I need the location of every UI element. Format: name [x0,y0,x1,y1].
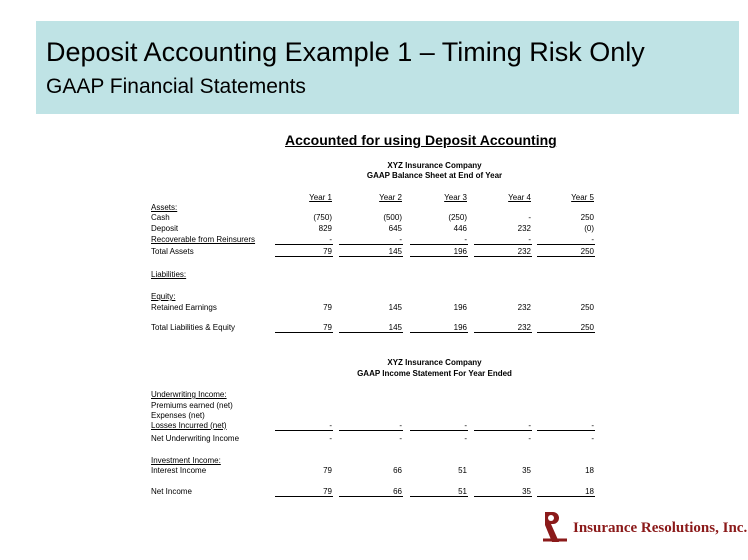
cell-value: 51 [458,466,467,475]
cell-value: 79 [323,303,332,312]
balance-sheet-company: XYZ Insurance Company [387,161,482,170]
title-banner [36,21,739,114]
cell-value: - [275,421,333,431]
cell-value: 66 [339,487,403,497]
year-header: Year 5 [571,193,594,202]
cell-value: 79 [275,487,333,497]
cell-value: - [329,434,332,443]
cell-value: 79 [323,466,332,475]
equity-heading-row [151,292,611,302]
cell-value: 51 [410,487,468,497]
cell-value: 66 [393,466,402,475]
investment-heading: Investment Income: [151,456,221,465]
row-label: Expenses (net) [151,411,205,420]
table-row [151,401,611,411]
year-header: Year 3 [444,193,467,202]
row-label: Net Income [151,487,192,496]
liabilities-heading: Liabilities: [151,270,187,279]
cell-value: 79 [275,323,333,333]
cell-value: - [474,235,532,245]
row-label: Retained Earnings [151,303,217,312]
cell-value: 446 [453,224,467,233]
income-statement-title: GAAP Income Statement For Year Ended [357,369,512,378]
row-label: Losses Incurred (net) [151,421,227,430]
cell-value: 145 [388,303,402,312]
cell-value: 79 [275,247,333,257]
slide-subtitle: GAAP Financial Statements [46,75,306,98]
cell-value: 145 [339,247,403,257]
row-label: Total Liabilities & Equity [151,323,236,332]
cell-value: 18 [585,466,594,475]
cell-value: 250 [580,213,594,222]
cell-value: 645 [388,224,402,233]
row-label: Recoverable from Reinsurers [151,235,256,244]
cell-value: - [339,235,403,245]
table-row [151,247,611,257]
balance-sheet-title: GAAP Balance Sheet at End of Year [366,171,503,180]
year-header: Year 4 [508,193,531,202]
year-header: Year 2 [379,193,402,202]
table-row [151,421,611,431]
assets-heading: Assets: [151,203,178,212]
cell-value: - [399,434,402,443]
cell-value: - [339,421,403,431]
cell-value: 145 [339,323,403,333]
cell-value: 250 [537,247,595,257]
company-logo [541,510,748,544]
cell-value: 196 [453,303,467,312]
cell-value: - [591,434,594,443]
cell-value: 232 [517,303,531,312]
table-row [151,323,611,333]
cell-value: (750) [313,213,332,222]
cell-value: (500) [383,213,402,222]
row-label: Premiums earned (net) [151,401,233,410]
cell-value: - [537,421,595,431]
inv-heading-row [151,456,611,466]
cell-value: 232 [517,224,531,233]
row-label: Net Underwriting Income [151,434,240,443]
year-header-row [151,193,611,203]
underwriting-heading: Underwriting Income: [151,390,227,399]
equity-heading: Equity: [151,292,176,301]
cell-value: 35 [474,487,532,497]
cell-value: 232 [474,323,532,333]
cell-value: - [410,235,468,245]
table-row [151,411,611,421]
cell-value: 250 [580,303,594,312]
logo-text: Insurance Resolutions, Inc. [573,520,748,536]
assets-heading-row [151,203,611,213]
ir-logo-icon [541,510,569,544]
table-row [151,235,611,245]
row-label: Cash [151,213,170,222]
cell-value: (250) [448,213,467,222]
cell-value: - [275,235,333,245]
year-header: Year 1 [309,193,332,202]
cell-value: 232 [474,247,532,257]
cell-value: (0) [584,224,594,233]
slide-title: Deposit Accounting Example 1 – Timing Risk Only [46,37,645,67]
section-title: Accounted for using Deposit Accounting [285,132,557,148]
cell-value: - [474,421,532,431]
cell-value: - [410,421,468,431]
row-label: Interest Income [151,466,207,475]
table-row [151,434,611,444]
cell-value: - [528,434,531,443]
cell-value: - [537,235,595,245]
cell-value: 829 [318,224,332,233]
cell-value: - [528,213,531,222]
cell-value: 196 [410,247,468,257]
table-row [151,487,611,497]
cell-value: 18 [537,487,595,497]
uw-heading-row [151,390,611,400]
table-row [151,224,611,234]
table-row [151,466,611,476]
cell-value: - [464,434,467,443]
cell-value: 35 [522,466,531,475]
table-row [151,213,611,223]
row-label: Deposit [151,224,179,233]
table-row [151,303,611,313]
income-statement-company: XYZ Insurance Company [387,358,482,367]
liabilities-heading-row [151,270,611,280]
cell-value: 250 [537,323,595,333]
cell-value: 196 [410,323,468,333]
row-label: Total Assets [151,247,194,256]
